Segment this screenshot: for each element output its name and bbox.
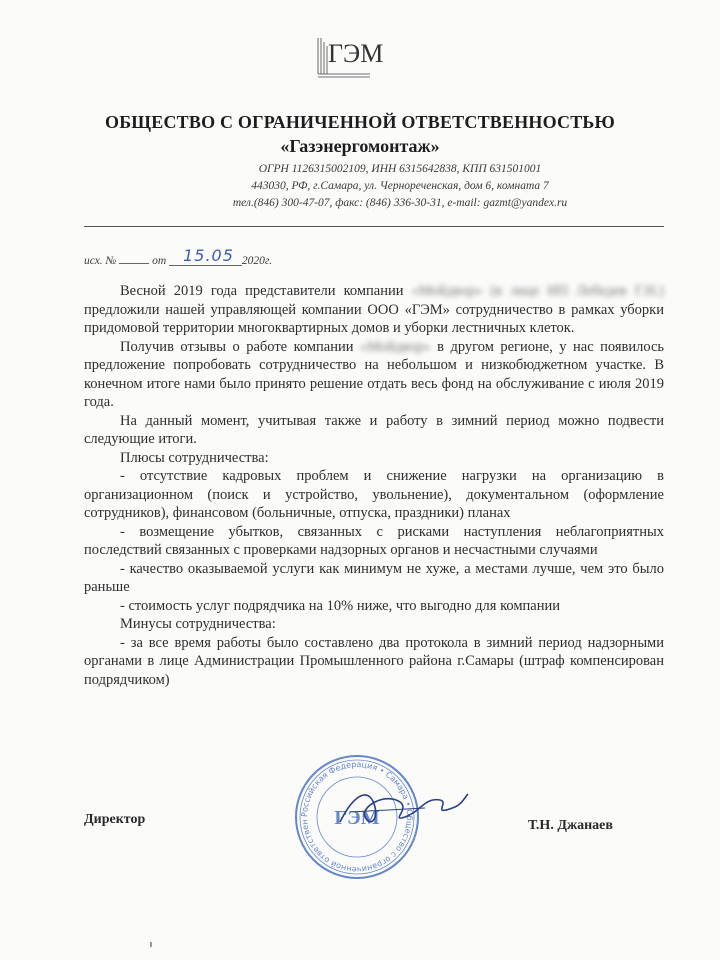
redacted-text: «Мойдвор» (в лице ИП Лебедев <box>411 283 627 299</box>
pro-item: - качество оказываемой услуги как минимум не хуже, а местами лучше, чем это было раньше <box>84 560 664 595</box>
requisite-line: тел.(846) 300-47-07, факс: (846) 336-30-31, e-mail: gazmt@yandex.ru <box>232 197 568 209</box>
ref-year: 2020г. <box>241 255 273 267</box>
pro-item: - возмещение убытков, связанных с рисками наступления неблагоприятных последствий связанных с проверками надзорных органов и несчастными случаями <box>84 523 664 558</box>
handwritten-date: 15.05 <box>169 246 242 266</box>
company-logo <box>310 30 400 85</box>
org-name-line1: ОБЩЕСТВО С ОГРАНИЧЕННОЙ ОТВЕТСТВЕННОСТЬЮ <box>105 112 615 132</box>
stamp-center-text: ГЭМ <box>334 807 380 829</box>
pros-title: Плюсы сотрудничества: <box>120 449 269 466</box>
paragraph-1 <box>84 282 664 338</box>
header-divider <box>84 226 664 227</box>
paragraph-3: На данный момент, учитывая также и работу в зимний период можно подвести следующие итоги. <box>84 412 664 447</box>
ref-prefix: исх. № <box>84 255 117 267</box>
cons-title: Минусы сотрудничества: <box>120 616 276 632</box>
requisite-line: 443030, РФ, г.Самара, ул. Чернореченская, дом 6, комната 7 <box>251 180 549 192</box>
handwritten-signature <box>330 772 470 842</box>
p2-text-b: в другом регионе, у нас появилось предложение попробовать сотрудничество на небольшом и низкобюджетном участке. В конечном итоге нами было принято решение отдать весь фонд на обслуживание с июля 2019 года. <box>84 338 665 410</box>
org-name-line2: «Газэнергомонтаж» <box>280 136 440 156</box>
ref-from: от <box>152 255 167 267</box>
con-item: - за все время работы было составлено два протокола в зимний период надзорными органами в лице Администрации Промышленного района г.Самары (штраф компенсирован подрядчиком) <box>84 634 664 688</box>
org-requisites <box>160 161 640 212</box>
redacted-text: Г.Н.) <box>634 283 665 299</box>
p2-text-a: Получив отзывы о работе компании <box>120 338 354 355</box>
outgoing-reference <box>84 246 273 269</box>
ref-number-blank <box>119 253 149 264</box>
logo-text: ГЭМ <box>328 39 384 68</box>
pro-item: - стоимость услуг подрядчика на 10% ниже, что выгодно для компании <box>120 597 561 614</box>
letter-body <box>84 282 664 689</box>
p1-text-b: предложили нашей управляющей компании ООО «ГЭМ» сотрудничество в рамках уборки придомовой территории многоквартирных домов и уборки лестничных клеток. <box>84 301 664 336</box>
redacted-text: «Мойдвор» <box>360 338 431 355</box>
pro-item: - отсутствие кадровых проблем и снижение нагрузки на организацию в организационном (поиск и устройство, увольнение), документальном (оформление сотрудников), финансовом (больничные, отпуска, праздники) планах <box>84 468 664 521</box>
stamp-ring-text: Российская Федерация • Самара • Общество с ограниченной ответствен <box>299 759 415 875</box>
requisite-line: ОГРН 1126315002109, ИНН 6315642838, КПП 631501001 <box>258 163 542 175</box>
scan-speck <box>150 942 152 947</box>
signatory-name: Т.Н. Джанаев <box>528 818 613 833</box>
p1-text-a: Весной 2019 года представители компании <box>120 283 404 299</box>
signatory-position: Директор <box>84 812 146 827</box>
paragraph-2 <box>84 338 664 412</box>
